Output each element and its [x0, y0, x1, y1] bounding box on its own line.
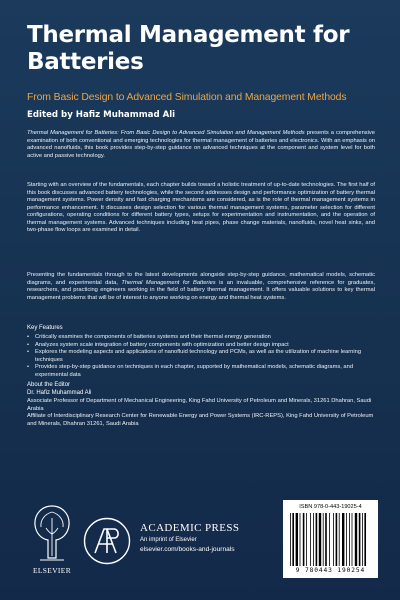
barcode-bar — [364, 513, 366, 566]
key-feature-item: • Critically examines the components of batteries systems and their thermal energy generation — [27, 334, 375, 342]
barcode-bar — [336, 513, 338, 566]
isbn-barcode — [283, 500, 378, 578]
book-subtitle: From Basic Design to Advanced Simulation and Management Methods — [27, 92, 347, 103]
key-features-heading: Key Features — [27, 325, 63, 331]
barcode-bar — [329, 513, 330, 566]
barcode-bar — [290, 513, 291, 566]
barcode-bar — [300, 513, 301, 566]
editor-name: Dr. Hafiz Muhammad Ali — [27, 390, 92, 396]
barcode-bar — [352, 513, 353, 566]
editor-credit: Edited by Hafiz Muhammad Ali — [27, 110, 176, 120]
barcode-bar — [362, 513, 363, 566]
description-title-italic: Thermal Management for Batteries: From Basic Design to Advanced Simulation and Management Methods — [27, 130, 305, 136]
barcode-bar — [325, 513, 327, 566]
key-features-list — [27, 334, 375, 379]
imprint-block — [140, 522, 290, 553]
imprint-note: An imprint of Elsevier — [140, 537, 197, 543]
about-editor-heading: About the Editor — [27, 382, 71, 388]
barcode-bars — [289, 513, 372, 566]
barcode-bar — [355, 513, 357, 566]
description-paragraph-1 — [27, 130, 375, 160]
editor-affiliation: Associate Professor of Department of Mechanical Engineering, King Fahd University of Petroleum and Minerals, 31261 Dhahran, Saudi Arabia — [27, 398, 372, 412]
barcode-bar — [333, 513, 334, 566]
description-p1-text: presents a comprehensive examination of both conventional and emerging technologies for thermal management of batteries and electronics. With an emphasis on advanced nanofluids, this book provides step-by-step guidance on advanced techniques at the component and system level for both active and passive technology. — [27, 130, 376, 159]
key-feature-item: • Provides step-by-step guidance on techniques in each chapter, supported by mathematical models, schematic diagrams, and experimental data — [27, 364, 375, 379]
description-p3-end: is an invaluable, comprehensive reference for graduates, researchers, and practicing engineers working in the field of battery thermal management. It offers valuable solutions to key thermal management problems that will be of interest to anyone working on energy and thermal heat systems. — [27, 279, 375, 301]
barcode-bar — [319, 513, 321, 566]
barcode-bar — [346, 513, 347, 566]
barcode-digits: 9 780443 190254 — [295, 567, 366, 574]
isbn-label: ISBN 978-0-443-19025-4 — [299, 504, 362, 510]
editor-affiliation: Affiliate of Interdisciplinary Research Center for Renewable Energy and Power Systems (IRC-REPS), King Fahd University of Petroleum and Minerals, Dhahran 31261, Saudi Arabia — [27, 413, 374, 427]
barcode-bar — [313, 513, 314, 566]
key-feature-item: • Explores the modeling aspects and applications of nanofluid technology and PCMs, as well as the utilization of machine learning techniques — [27, 349, 375, 364]
description-p3-italic: Thermal Management for Batteries — [121, 279, 216, 286]
elsevier-tree-logo — [28, 498, 76, 568]
description-paragraph-3 — [27, 272, 375, 302]
description-paragraph-2: Starting with an overview of the fundamentals, each chapter builds toward a holistic treatment of up-to-date technologies. The first half of this book discusses advanced battery technologies, while the second addresses design and performance optimization of battery thermal management systems. Power density and fast charging mechanisms are considered, as is the role of thermal management systems in performance enhancement. It discusses design selection for various thermal management systems, parameter selection for different configurations, operating conditions for different battery types, setups for experimentation and instrumentation, and the operation of thermal management systems. Advanced techniques including heat pipes, phase change materials, nanofluids, novel heat sinks, and two-phase flow loops are examined in detail. — [27, 182, 375, 234]
barcode-bar — [359, 513, 361, 566]
barcode-bar — [306, 513, 307, 566]
barcode-bar — [342, 513, 344, 566]
barcode-bar — [339, 513, 340, 566]
elsevier-wordmark: ELSEVIER — [32, 566, 72, 575]
editor-affiliations — [27, 398, 375, 428]
description-p3-start: Presenting the fundamentals through to the latest developments alongside step-by-step guidance, mathematical models, schematic diagrams, and experimental data, — [27, 272, 375, 286]
barcode-bar — [323, 513, 324, 566]
academic-press-logo — [82, 516, 132, 566]
book-title: Thermal Management for Batteries — [27, 22, 350, 75]
barcode-bar — [316, 513, 318, 566]
imprint-name: ACADEMIC PRESS — [140, 522, 240, 534]
publisher-url[interactable]: elsevier.com/books-and-journals — [140, 546, 235, 553]
barcode-bar — [303, 513, 305, 566]
barcode-bar — [296, 513, 298, 566]
barcode-bar — [292, 513, 294, 566]
key-feature-item: • Analyzes system scale integration of battery components with optimization and better design impact — [27, 342, 375, 350]
barcode-bar — [310, 513, 311, 566]
barcode-bar — [349, 513, 350, 566]
